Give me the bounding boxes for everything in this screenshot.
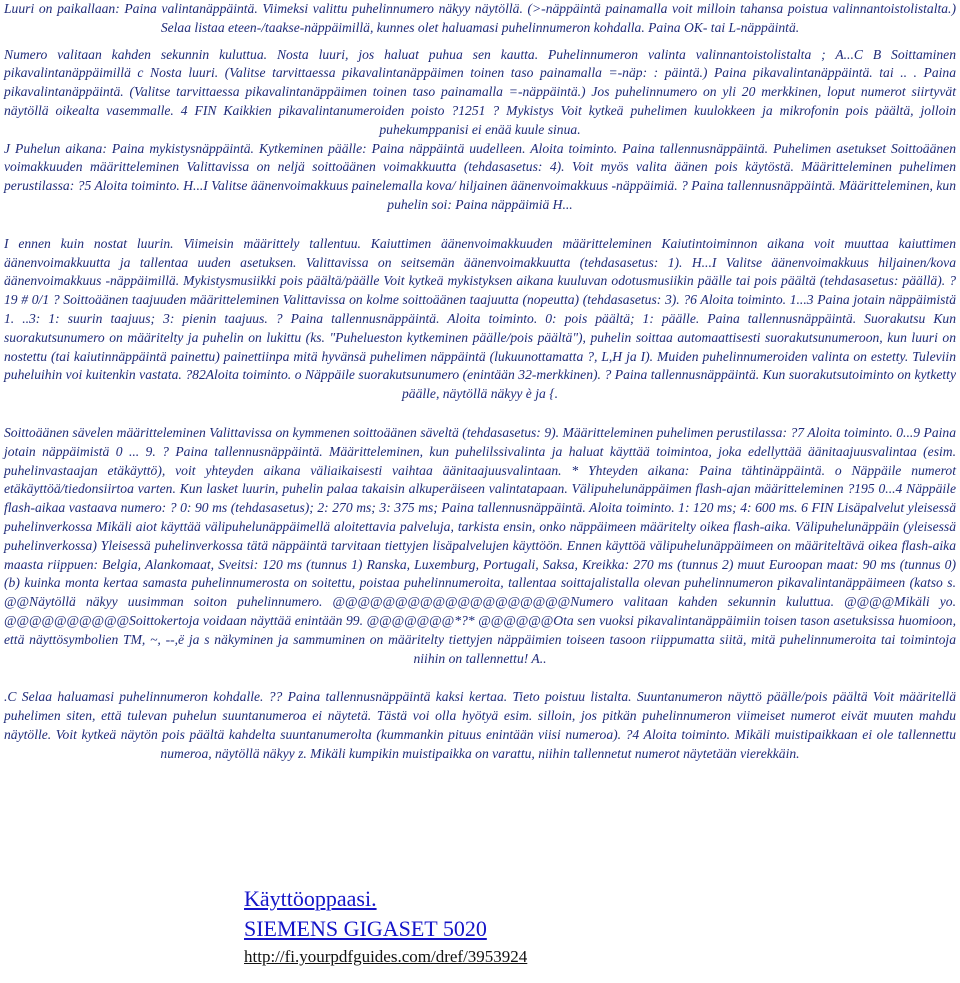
paragraph-speed-dial: Numero valitaan kahden sekunnin kuluttua. Nosta luuri, jos haluat puhua sen kautta. Puhelinnumeron valinta valinnantoistolistalta ; A...C B Soittaminen pikavalintanäppäimillä c Nosta luuri. (Valitse tarvittaessa pikavalintanäppäimen toinen taso painamalla =-näp: : päintä.) Paina pikavalintanäppäintä. tai .. . Paina pikavalintanäppäintä. (Valitse tarvittaessa pikavalintanäppäimen toinen taso painamalla =-näppäintä.) Jos puhelinnumero on yli 20 merkkinen, loput numerot siirtyvät näytöllä oikealta vasemmalle. 4 FIN Kaikkien pikavalintanumeroiden poisto ?1251 ? Mykistys Voit kytkeä puhelimen kuulokkeen ja mikrofonin pois päältä, jolloin puhekumppanisi ei enää kuule sinua.: [4, 46, 956, 137]
product-name-link[interactable]: SIEMENS GIGASET 5020: [244, 916, 487, 941]
footer: [244, 884, 527, 968]
paragraph-ringer-melody: Soittoäänen sävelen määritteleminen Valittavissa on kymmenen soittoäänen säveltä (tehdasasetus: 9). Määritteleminen puhelimen perustilassa: ?7 Aloita toiminto. 0...9 Paina jotain näppäimistä 0 ... 9. ? Paina tallennusnäppäintä. Määritteleminen, kun puhelilssivalinta ja haluat käyttää toimintoa, joka edellyttää äänitaajuusvalintaa (esim. puhelinvastaajan etäkäyttö), voit yhteyden aikana väliaikaisesti vaihtaa äänitaajuusvalintaan. * Yhteyden aikana: Paina tähtinäppäintä. o Näppäile numerot etäkäyttöä/tiedonsiirtoa varten. Kun lasket luurin, puhelin palaa takaisin alkuperäiseen valintatapaan. Välipuhelunäppäimen flash-ajan määritteleminen ?195 0...4 Näppäile flash-aikaa vastaava numero: ? 0: 90 ms (tehdasasetus); 2: 270 ms; 3: 375 ms; Paina tallennusnäppäintä. Aloita toiminto. 1: 120 ms; 4: 600 ms. 6 FIN Lisäpalvelut yleisessä puhelinverkossa Mikäli aiot käyttää välipuhelunäppäimellä aloitettavia palveluja, tarkista ensin, onko näppäimeen määritelty oikea flash-aika. Välipuhelunäppäin (yleisessä puhelinverkossa) Yleisessä puhelinverkossa tätä näppäintä tarvitaan tiettyjen lisäpalvelujen käyttöön. Ennen käyttöä välipuhelunäppäimeen on määriteltävä oikea flash-aika maasta riippuen: Belgia, Alankomaat, Sveitsi: 120 ms (tunnus 1) Ranska, Luxemburg, Portugali, Saksa, Kreikka: 270 ms (tunnus 2) muut Euroopan maat: 90 ms (tunnus 0) (b) kuinka monta kertaa samasta puhelinnumerosta on soitettu, poistaa puhelinnumeroita, tallentaa soittajalistalla olevan puhelinnumeron pikavalintanäppäimeen (katso s. @@Näytöllä näkyy uusimman soiton puhelinnumero. @@@@@@@@@@@@@@@@@@@Numero valitaan kahden sekunnin kuluttua. @@@@Mikäli yo. @@@@@@@@@@Soittokertoja voidaan näyttää enintään 99. @@@@@@@*?* @@@@@@Ota sen vuoksi pikavalintanäppäimiin toisen tason asetuksissa huomioon, että näyttösymbolien TM, ~, --,ë ja s näkyminen ja sammuminen on määritelty tiettyjen näppäimien toiseen tasoon riippumatta siitä, mitä puhelinnumeroita tai toimintoja niihin on tallennettu! A..: [4, 424, 956, 666]
manual-title-link[interactable]: Käyttöoppaasi.: [244, 886, 377, 911]
source-url-link[interactable]: http://fi.yourpdfguides.com/dref/3953924: [244, 947, 528, 966]
paragraph-speaker-volume: I ennen kuin nostat luurin. Viimeisin määrittely tallentuu. Kaiuttimen äänenvoimakkuuden määritteleminen Kaiutintoiminnon aikana voit muuttaa kaiuttimen äänenvoimakkuutta ja tallentaa uuden asetuksen. Valittavissa on seitsemän äänenvoimakkuutta (tehdasasetus: 1). H...I Valitse äänenvoimakkuus hiljainen/kova äänenvoimakkuus -näppäimillä. Mykistysmusiikki pois päältä/päälle Voit kytkeä mykistyksen aikana kuuluvan odotusmusiikin päälle tai pois päältä (tehdasasetus: päällä). ?19 # 0/1 ? Soittoäänen taajuuden määritteleminen Valittavissa on kolme soittoäänen taajuutta (nopeutta) (tehdasasetus: 3). ?6 Aloita toiminto. 1...3 Paina jotain näppäimistä 1. ..3: 1: suurin taajuus; 3: pienin taajuus. ? Paina tallennusnäppäintä. Aloita toiminto. 0: pois päältä; 1: päälle. Paina tallennusnäppäintä. Suorakutsu Kun suorakutsunumero on määritelty ja puhelin on lukittu (ks. "Puhelueston kytkeminen päälle/pois päältä"), puhelin soittaa automaattisesti suorakutsunumeroon, kun luuri on nostettu (tai kaiutinnäppäintä painettu) painettiinpa mitä hyvänsä puhelimen näppäintä (lukuunottamatta ?, L,H ja I). Muiden puhelinnumeroiden valinta on estetty. Tuleviin puheluihin voi kuitenkin vastata. ?82Aloita toiminto. o Näppäile suorakutsunumero (enintään 32-merkkinen). ? Paina tallennusnäppäintä. Kun suorakutsutoiminto on kytketty päälle, näytöllä näkyy è ja {.: [4, 235, 956, 402]
paragraph-redial-list: Luuri on paikallaan: Paina valintanäppäintä. Viimeksi valittu puhelinnumero näkyy näytöllä. (>-näppäintä painamalla voit milloin tahansa poistua valinnantoistolistalta.) Selaa listaa eteen-/taakse-näppäimillä, kunnes olet haluamasi puhelinnumeron kohdalla. Paina OK- tai L-näppäintä.: [4, 1, 956, 35]
paragraph-area-code-display: .C Selaa haluamasi puhelinnumeron kohdalle. ?? Paina tallennusnäppäintä kaksi kertaa. Tieto poistuu listalta. Suuntanumeron näyttö päälle/pois päältä Voit määritellä puhelimen siten, että tulevan puhelun suuntanumeroa ei näytetä. Tästä voi olla hyötyä esim. silloin, jos pitkän puhelinnumeron viimeiset numerot eivät muuten mahdu näytölle. Voit kytkeä näytön pois päältä kahdelta suuntanumerolta (kummankin pituus enintään viisi numeroa). ?4 Aloita toiminto. Mikäli muistipaikkaan ei ole tallennettu numeroa, näytöllä näkyy z. Mikäli kumpikin muistipaikka on varattu, niihin tallennetut numerot näytetään vierekkäin.: [4, 689, 956, 761]
paragraph-phone-settings: J Puhelun aikana: Paina mykistysnäppäintä. Kytkeminen päälle: Paina näppäintä uudelleen. Aloita toiminto. Paina tallennusnäppäintä. Puhelimen asetukset Soittoäänen voimakkuuden määritteleminen Valittavissa on neljä soittoäänen voimakkuutta (tehdasasetus: 4). Voit myös valita äänen pois käytöstä. Määritteleminen puhelimen perustilassa: ?5 Aloita toiminto. H...I Valitse äänenvoimakkuus painelemalla kova/ hiljainen äänenvoimakkuus -näppäimiä. ? Paina tallennusnäppäintä. Määritteleminen, kun puhelin soi: Paina näppäimiä H...: [4, 140, 956, 212]
